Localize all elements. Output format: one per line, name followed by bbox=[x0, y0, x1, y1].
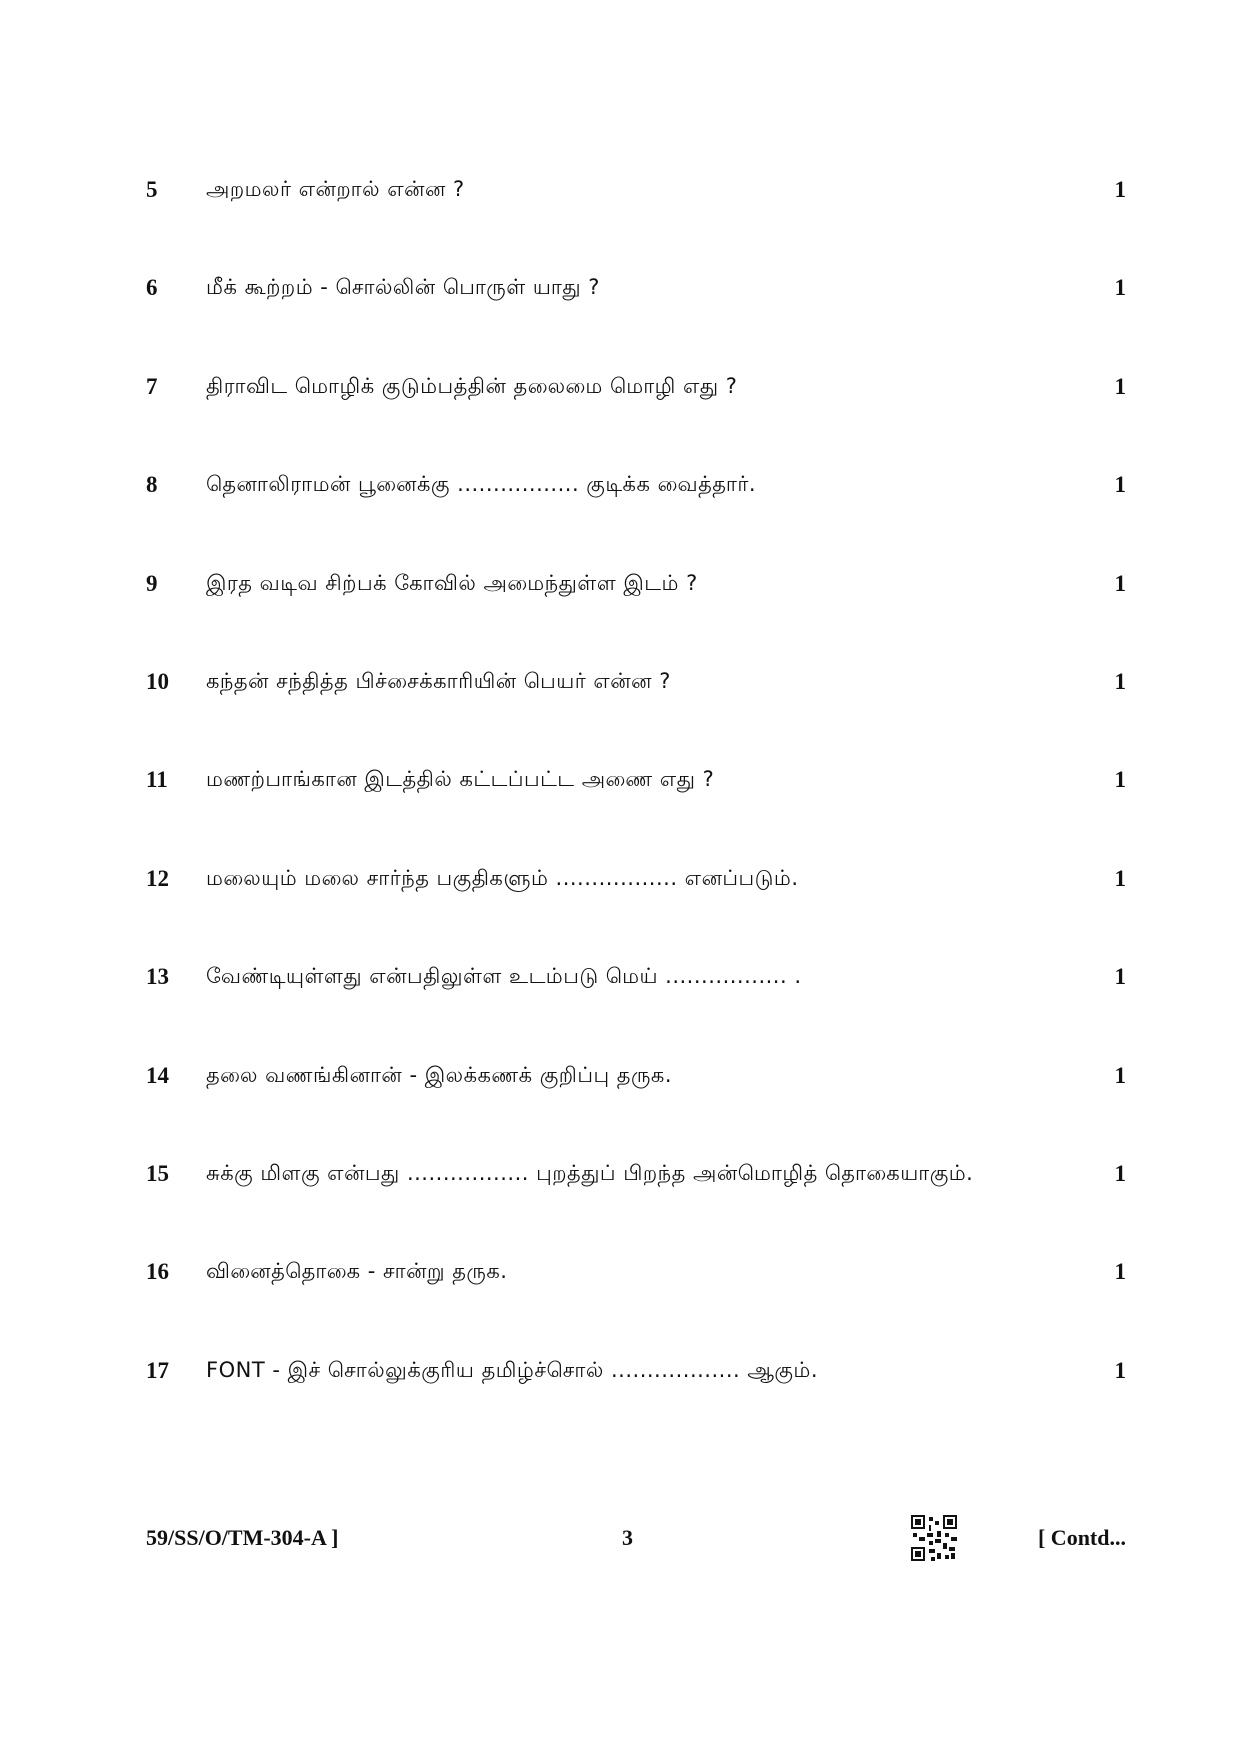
question-row bbox=[146, 662, 1126, 702]
question-number: 9 bbox=[146, 571, 158, 596]
question-marks: 1 bbox=[1114, 669, 1126, 694]
question-text: மலையும் மலை சார்ந்த பகுதிகளும் ................. எனப்படும். bbox=[206, 865, 799, 890]
question-marks: 1 bbox=[1114, 374, 1126, 399]
question-marks: 1 bbox=[1114, 1063, 1126, 1088]
question-number: 11 bbox=[146, 767, 168, 792]
question-row bbox=[146, 760, 1126, 800]
question-marks: 1 bbox=[1114, 275, 1126, 300]
question-text: மீக் கூற்றம் - சொல்லின் பொருள் யாது ? bbox=[206, 274, 600, 299]
question-row bbox=[146, 1056, 1126, 1096]
question-text: தலை வணங்கினான் - இலக்கணக் குறிப்பு தருக. bbox=[206, 1062, 673, 1087]
question-number: 15 bbox=[146, 1161, 169, 1186]
question-number: 13 bbox=[146, 964, 169, 989]
page-footer bbox=[146, 1515, 1126, 1565]
question-row bbox=[146, 367, 1126, 407]
question-number: 5 bbox=[146, 177, 158, 202]
question-marks: 1 bbox=[1114, 177, 1126, 202]
question-text: தெனாலிராமன் பூனைக்கு ................. குடிக்க வைத்தார். bbox=[206, 471, 757, 496]
question-row bbox=[146, 957, 1126, 997]
question-row bbox=[146, 1351, 1126, 1391]
question-number: 8 bbox=[146, 472, 158, 497]
question-row bbox=[146, 564, 1126, 604]
question-row bbox=[146, 859, 1126, 899]
question-marks: 1 bbox=[1114, 472, 1126, 497]
question-row bbox=[146, 170, 1126, 210]
question-text: வேண்டியுள்ளது என்பதிலுள்ள உடம்படு மெய் ................. . bbox=[206, 963, 802, 988]
question-text: FONT - இச் சொல்லுக்குரிய தமிழ்ச்சொல் .................. ஆகும். bbox=[206, 1357, 819, 1382]
question-row bbox=[146, 268, 1126, 308]
question-text: வினைத்தொகை - சான்று தருக. bbox=[206, 1258, 508, 1283]
question-marks: 1 bbox=[1114, 866, 1126, 891]
question-text: இரத வடிவ சிற்பக் கோவில் அமைந்துள்ள இடம் ? bbox=[206, 570, 698, 595]
continued-label: [ Contd... bbox=[1037, 1525, 1126, 1550]
question-row bbox=[146, 465, 1126, 505]
question-text: அறமலர் என்றால் என்ன ? bbox=[206, 176, 465, 201]
question-text: கந்தன் சந்தித்த பிச்சைக்காரியின் பெயர் என்ன ? bbox=[206, 668, 671, 693]
question-marks: 1 bbox=[1114, 1259, 1126, 1284]
question-number: 7 bbox=[146, 374, 158, 399]
question-number: 12 bbox=[146, 866, 169, 891]
question-number: 14 bbox=[146, 1063, 169, 1088]
question-number: 6 bbox=[146, 275, 158, 300]
question-marks: 1 bbox=[1114, 767, 1126, 792]
question-number: 10 bbox=[146, 669, 169, 694]
question-marks: 1 bbox=[1114, 571, 1126, 596]
question-text: சுக்கு மிளகு என்பது ................. புறத்துப் பிறந்த அன்மொழித் தொகையாகும். bbox=[206, 1160, 974, 1185]
question-row bbox=[146, 1252, 1126, 1292]
page-number: 3 bbox=[622, 1525, 633, 1550]
question-text: மணற்பாங்கான இடத்தில் கட்டப்பட்ட அணை எது ? bbox=[206, 766, 715, 791]
question-marks: 1 bbox=[1114, 1161, 1126, 1186]
question-text: திராவிட மொழிக் குடும்பத்தின் தலைமை மொழி எது ? bbox=[206, 373, 738, 398]
question-number: 17 bbox=[146, 1358, 169, 1383]
qr-code-icon bbox=[911, 1515, 957, 1561]
question-marks: 1 bbox=[1114, 964, 1126, 989]
question-number: 16 bbox=[146, 1259, 169, 1284]
question-row bbox=[146, 1154, 1126, 1194]
question-marks: 1 bbox=[1114, 1358, 1126, 1383]
paper-code: 59/SS/O/TM-304-A ] bbox=[146, 1525, 339, 1550]
